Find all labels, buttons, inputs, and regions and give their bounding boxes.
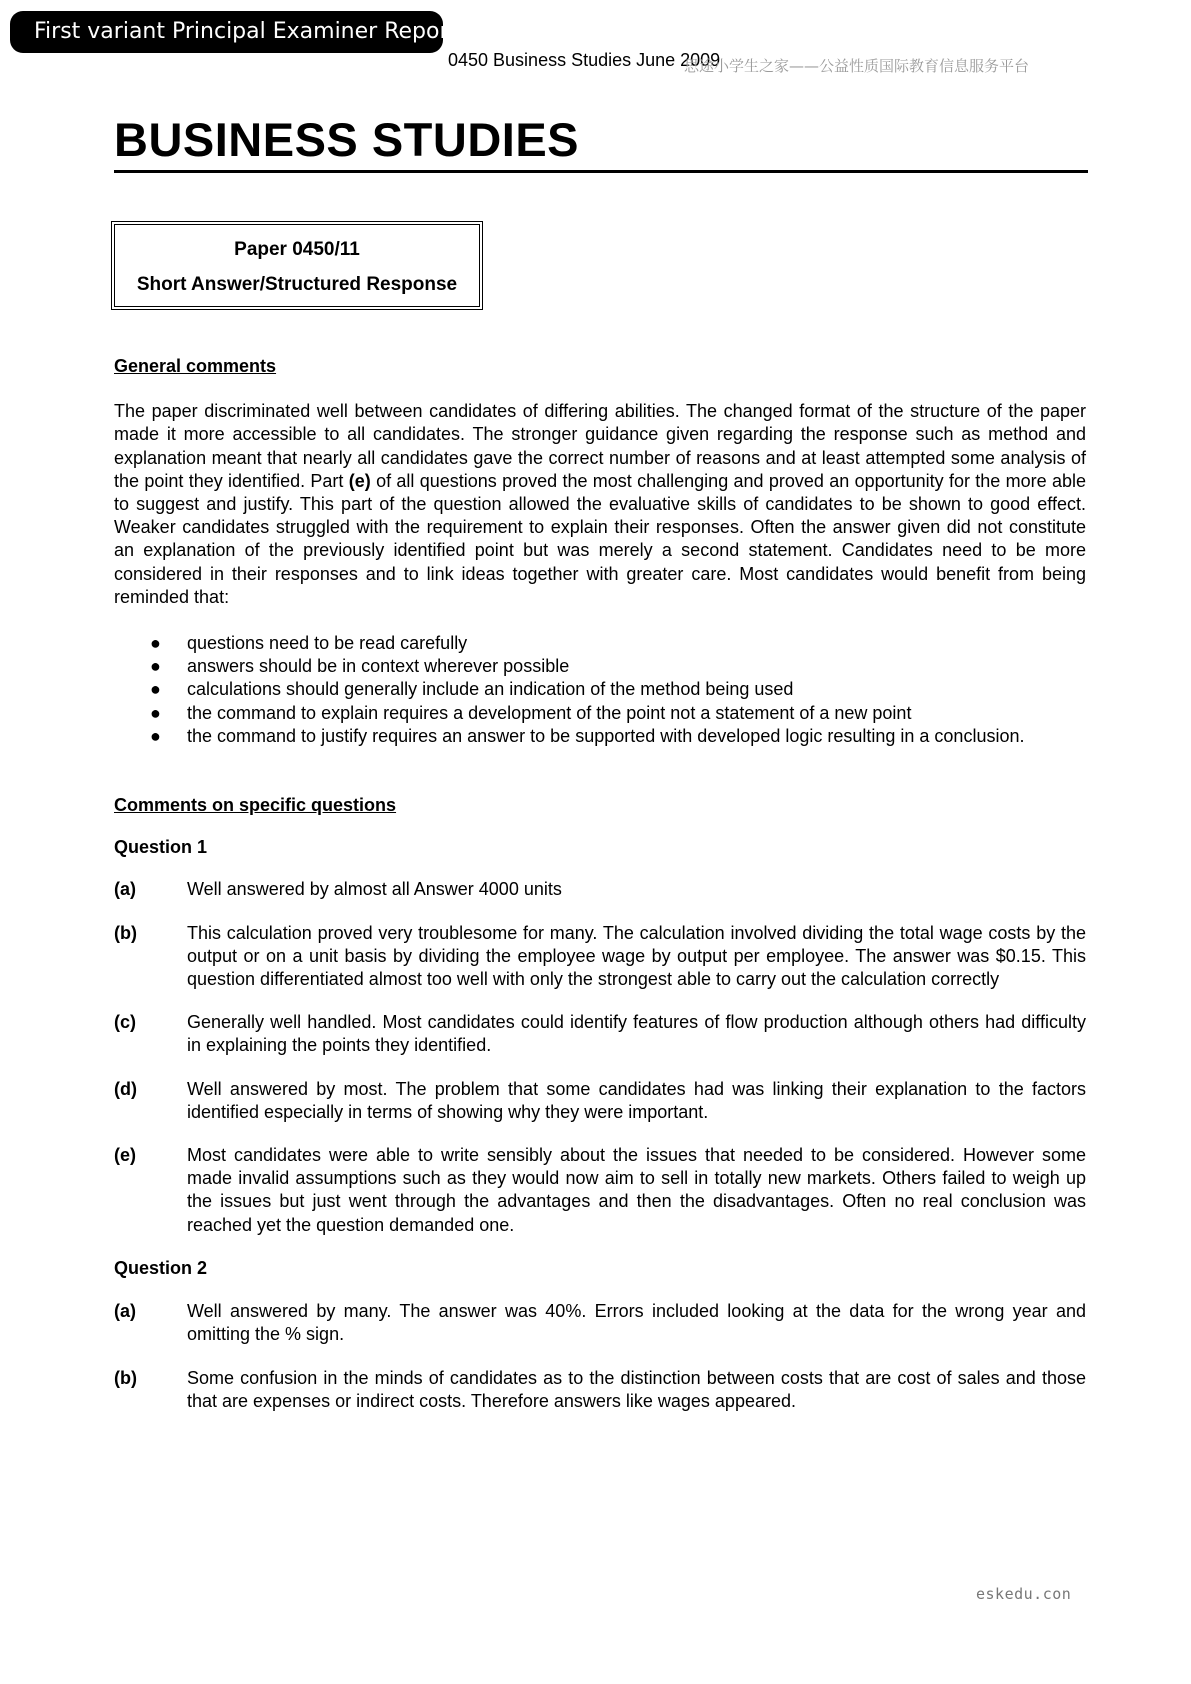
question-2-heading: Question 2 [114, 1257, 208, 1278]
item-label: (b) [114, 1367, 137, 1388]
list-item: ● the command to justify requires an answer to be supported with developed logic resulting in a conclusion. [114, 725, 1086, 748]
item-text: Well answered by most. The problem that some candidates had was linking their explanation to the factors identified especially in terms of showing why they were important. [187, 1078, 1086, 1122]
item-text: Generally well handled. Most candidates could identify features of flow production although others had difficulty in explaining the points they identified. [187, 1012, 1086, 1056]
bullet-icon: ● [150, 656, 161, 677]
question-1c-item [114, 1011, 1086, 1057]
title-rule-divider [114, 170, 1088, 173]
list-item: ● the command to explain requires a development of the point not a statement of a new point [114, 702, 1086, 725]
question-2b-item [114, 1367, 1086, 1413]
specific-comments-heading: Comments on specific questions [114, 795, 397, 816]
report-type-tab: First variant Principal Examiner Report [10, 11, 443, 53]
list-item: ● questions need to be read carefully [114, 632, 1086, 655]
general-comments-paragraph [114, 400, 1086, 609]
reminder-bullet-list [114, 632, 1086, 748]
para-bold-part: (e) [348, 470, 371, 491]
item-text: Some confusion in the minds of candidates as to the distinction between costs that are cost of sales and those that are expenses or indirect costs. Therefore answers like wages appeared. [187, 1367, 1086, 1411]
item-text: This calculation proved very troublesome for many. The calculation involved dividing the total wage costs by the output or on a unit basis by dividing the employee wage by output per employee. The answer was $0.15. This question differentiated almost too well with only the strongest able to carry out the calculation correctly [187, 922, 1086, 990]
bullet-icon: ● [150, 679, 161, 700]
item-label: (e) [114, 1145, 136, 1166]
general-comments-heading: General comments [114, 356, 277, 376]
running-head: 0450 Business Studies June 2009 [448, 50, 721, 70]
footer-watermark: eskedu.con [976, 1585, 1072, 1603]
list-item: ● answers should be in context wherever possible [114, 655, 1086, 678]
item-text: Well answered by many. The answer was 40%. Errors included looking at the data for the wrong year and omitting the % sign. [187, 1301, 1086, 1345]
bullet-icon: ● [150, 702, 161, 723]
question-1d-item [114, 1078, 1086, 1124]
question-1b-item [114, 922, 1086, 992]
report-body [114, 355, 1086, 1413]
paper-subtitle: Short Answer/Structured Response [136, 274, 458, 295]
question-1a-item [114, 878, 1086, 901]
paper-number: Paper 0450/11 [234, 239, 360, 260]
item-label: (d) [114, 1078, 137, 1099]
question-1e-item [114, 1144, 1086, 1237]
paper-info-box [111, 221, 483, 310]
list-item: ● calculations should generally include an indication of the method being used [114, 678, 1086, 701]
item-label: (b) [114, 922, 137, 943]
item-label: (a) [114, 879, 136, 900]
para-text-part2: of all questions proved the most challenging and proved an opportunity for the more able to suggest and justify. This part of the question allowed the evaluative skills of candidates to be shown to good effect. Weaker candidates struggled with the requirement to explain their responses. Often the answer given did not constitute an explanation of the previously identified point but was merely a second statement. Candidates need to be more considered in their responses and to link ideas together with greater care. Most candidates would benefit from being reminded that: [114, 470, 1086, 607]
item-text: Well answered by almost all Answer 4000 units [187, 879, 562, 900]
para-text-part1: The paper discriminated well between candidates of differing abilities. The changed format of the structure of the paper made it more accessible to all candidates. The stronger guidance given regarding the response such as method and explanation meant that nearly all candidates gave the correct number of reasons and at least attempted some analysis of the point they identified. Part [114, 401, 1086, 491]
bullet-icon: ● [150, 725, 161, 746]
item-label: (c) [114, 1012, 136, 1033]
watermark-text: 思途小学生之家——公益性质国际教育信息服务平台 [684, 57, 1030, 75]
item-label: (a) [114, 1301, 136, 1322]
question-2a-item [114, 1300, 1086, 1346]
question-1-heading: Question 1 [114, 837, 208, 858]
page-title: BUSINESS STUDIES [114, 113, 580, 166]
item-text: Most candidates were able to write sensibly about the issues that needed to be considered. However some made invalid assumptions such as they would now aim to sell in totally new markets. Others failed to weigh up the issues but just went through the advantages and then the disadvantages. Often no real conclusion was reached yet the question demanded one. [187, 1145, 1086, 1235]
bullet-icon: ● [150, 633, 161, 654]
